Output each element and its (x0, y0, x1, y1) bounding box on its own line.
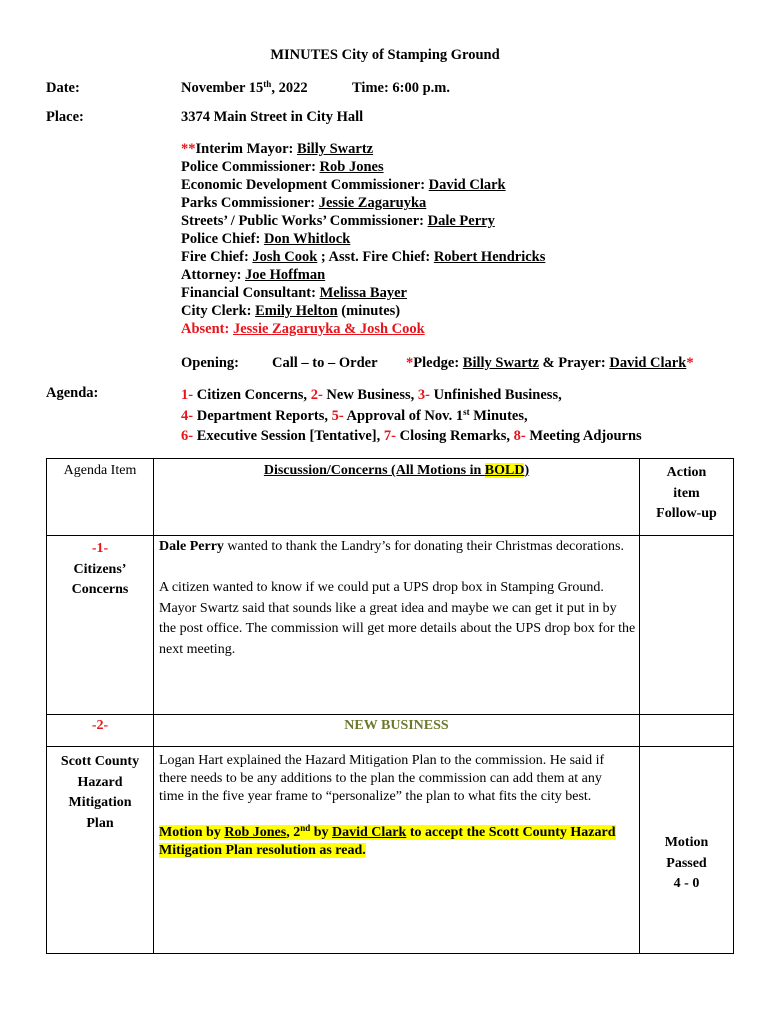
table-divider (153, 459, 154, 953)
place-label: Place: (46, 109, 84, 125)
roster-attorney: Attorney: Joe Hoffman (181, 267, 326, 283)
table-divider (47, 746, 733, 747)
discussion-paragraph: Dale Perry wanted to thank the Landry’s for donating their Christmas decorations. (159, 539, 624, 554)
agenda-line-2: 4- Department Reports, 5- Approval of Nov. 1st Minutes, (181, 406, 528, 424)
table-divider (47, 535, 733, 536)
roster-parks-commissioner: Parks Commissioner: Jessie Zagaruyka (181, 195, 427, 211)
roster-police-chief: Police Chief: Don Whitlock (181, 231, 351, 247)
row-hazard-mitigation-label: Scott County Hazard Mitigation Plan (60, 754, 140, 831)
roster-absent: Absent: Jessie Zagaruyka & Josh Cook (181, 321, 425, 337)
pledge-prayer: *Pledge: Billy Swartz & Prayer: David Clark* (406, 355, 694, 371)
roster-clerk: City Clerk: Emily Helton (minutes) (181, 303, 401, 319)
roster-fire-chief: Fire Chief: Josh Cook ; Asst. Fire Chief: Robert Hendricks (181, 249, 546, 265)
roster-streets-commissioner: Streets’ / Public Works’ Commissioner: Dale Perry (181, 213, 495, 229)
meeting-place: 3374 Main Street in City Hall (181, 109, 364, 125)
row-hazard-mitigation-discussion (159, 752, 629, 860)
row-citizens-concerns-label: -1- Citizens’ Concerns (71, 541, 129, 597)
agenda-line-3: 6- Executive Session [Tentative], 7- Closing Remarks, 8- Meeting Adjourns (181, 428, 642, 444)
document-title: MINUTES City of Stamping Ground (270, 47, 500, 63)
roster-police-commissioner: Police Commissioner: Rob Jones (181, 159, 384, 175)
motion-result: Motion Passed 4 - 0 (664, 835, 709, 891)
minutes-table (46, 458, 734, 954)
action-header: Action item Follow-up (656, 465, 717, 521)
motion-text: Motion by Rob Jones, 2nd by David Clark to accept the Scott County Hazard Mitigation Plan resolution as read. (159, 823, 616, 858)
agenda-line-1: 1- Citizen Concerns, 2- New Business, 3- Unfinished Business, (181, 387, 562, 403)
date-label: Date: (46, 80, 80, 96)
table-divider (47, 714, 733, 715)
discussion-paragraph: A citizen wanted to know if we could put a UPS drop box in Stamping Ground. Mayor Swartz said that sounds like a great idea and maybe we can get it put in by the post office. The commission will get more details about the UPS drop box for the next meeting. (159, 580, 636, 657)
agenda-item-header: Agenda Item (63, 463, 137, 478)
row-citizens-concerns-discussion (159, 537, 637, 660)
meeting-date: November 15th, 2022 (181, 79, 308, 96)
call-to-order: Call – to – Order (272, 355, 378, 371)
meeting-time: Time: 6:00 p.m. (352, 80, 451, 96)
roster-consultant: Financial Consultant: Melissa Bayer (181, 285, 407, 301)
row-new-business-num: -2- (91, 718, 109, 733)
roster-mayor: **Interim Mayor: Billy Swartz (181, 141, 374, 157)
new-business-heading: NEW BUSINESS (344, 718, 449, 733)
roster-econ-dev-commissioner: Economic Development Commissioner: David Clark (181, 177, 506, 193)
agenda-list (181, 385, 642, 447)
discussion-header: Discussion/Concerns (All Motions in BOLD) (263, 463, 530, 478)
opening-label: Opening: (181, 355, 240, 371)
attendee-list (181, 140, 545, 338)
agenda-label: Agenda: (46, 385, 99, 401)
discussion-paragraph: Logan Hart explained the Hazard Mitigation Plan to the commission. He said if there needs to be any additions to the plan the commission can add them at any time in the five year frame to “personalize” the plan to what fits the city best. (159, 753, 605, 804)
